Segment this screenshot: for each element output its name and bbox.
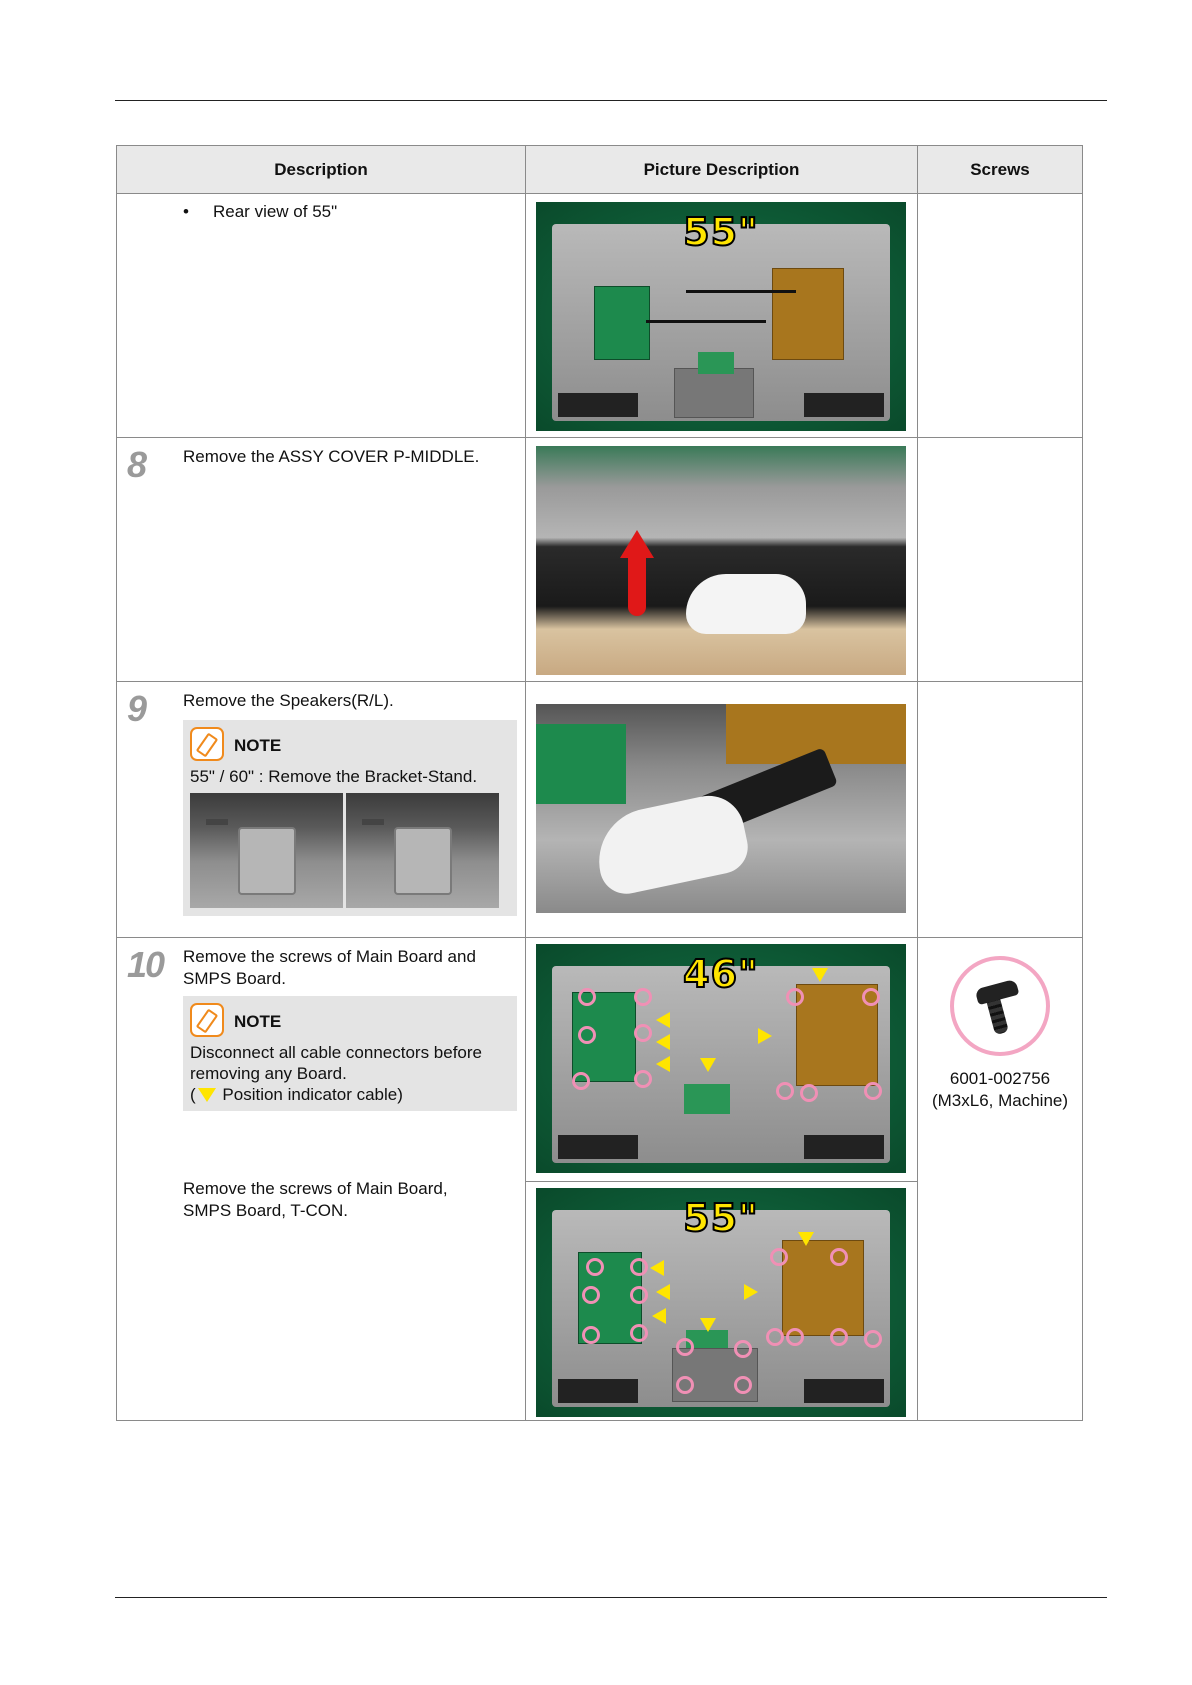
note-box: [183, 996, 517, 1111]
gloved-hand: [686, 574, 806, 634]
bracket-photo-right: [346, 793, 499, 908]
step-10-text-b: [183, 1178, 448, 1222]
tcon-board-graphic: [698, 352, 734, 374]
photo-46-screws: [536, 944, 906, 1173]
screw-icon: [950, 956, 1050, 1056]
gloved-hand: [589, 789, 752, 898]
rear-text: Rear view of 55": [213, 202, 338, 221]
main-board-graphic: [594, 286, 650, 360]
screws-step-9: [918, 682, 1083, 938]
screws-step-10: [918, 938, 1083, 1421]
text-line: SMPS Board.: [183, 969, 286, 988]
note-title: NOTE: [234, 1012, 282, 1031]
row-step-9: [117, 682, 1083, 938]
pic-step-10: [526, 938, 918, 1421]
note-line: [190, 1084, 510, 1105]
size-label: 46": [683, 952, 759, 996]
pic-step-8: [526, 438, 918, 682]
note-title: NOTE: [234, 736, 282, 755]
desc-step-9: [117, 682, 526, 938]
text-line: Remove the screws of Main Board and: [183, 947, 476, 966]
photo-rear-55: [536, 202, 906, 431]
step-9-text: Remove the Speakers(R/L).: [183, 691, 394, 710]
step-number: 10: [127, 944, 164, 985]
smps-board-graphic: [782, 1240, 864, 1336]
step-8-text: Remove the ASSY COVER P-MIDDLE.: [183, 447, 480, 466]
screws-step-8: [918, 438, 1083, 682]
size-label: 55": [683, 1196, 759, 1240]
note-text: [183, 1040, 517, 1111]
screws-rear: [918, 194, 1083, 438]
step-number: 8: [127, 444, 146, 485]
note-box: [183, 720, 517, 916]
note-pencil-icon: [190, 727, 224, 761]
photo-cover-removal: [536, 446, 906, 675]
screw-spec-text: (M3xL6, Machine): [931, 1091, 1069, 1110]
screw-spec: [918, 938, 1082, 1112]
photo-55-screws: [536, 1188, 906, 1417]
stand-graphic: [674, 368, 754, 418]
desc-step-8: [117, 438, 526, 682]
bullet: •: [183, 202, 189, 221]
note-pencil-icon: [190, 1003, 224, 1037]
step-number: 9: [127, 688, 146, 729]
paren: (: [190, 1085, 196, 1104]
row-step-8: [117, 438, 1083, 682]
lift-arrow: [628, 556, 646, 616]
header-description: Description: [117, 146, 526, 194]
procedure-table: [116, 145, 1083, 1421]
desc-step-10: [117, 938, 526, 1421]
screw-part-number: 6001-002756: [949, 1069, 1051, 1088]
pic-step-9: [526, 682, 918, 938]
rear-bullet-item: [183, 202, 337, 222]
note-line: Disconnect all cable connectors before: [190, 1043, 482, 1062]
header-screws: Screws: [918, 146, 1083, 194]
text-line: SMPS Board, T-CON.: [183, 1201, 349, 1220]
photo-speaker-removal: [536, 704, 906, 913]
note-line: removing any Board.: [190, 1064, 347, 1083]
footer-rule: [115, 1597, 1107, 1598]
yellow-down-arrow-icon: [198, 1088, 216, 1102]
smps-board-graphic: [772, 268, 844, 360]
bracket-photo-left: [190, 793, 343, 908]
pic-rear: [526, 194, 918, 438]
header-rule: [115, 100, 1107, 101]
row-step-10: [117, 938, 1083, 1421]
note-line-text: Position indicator cable): [217, 1085, 403, 1104]
size-label: 55": [683, 210, 759, 254]
header-picture: Picture Description: [526, 146, 918, 194]
step-10-text-a: [183, 946, 476, 990]
note-text: 55" / 60" : Remove the Bracket-Stand.: [190, 767, 478, 786]
desc-rear: [117, 194, 526, 438]
row-rear-view: [117, 194, 1083, 438]
text-line: Remove the screws of Main Board,: [183, 1179, 448, 1198]
